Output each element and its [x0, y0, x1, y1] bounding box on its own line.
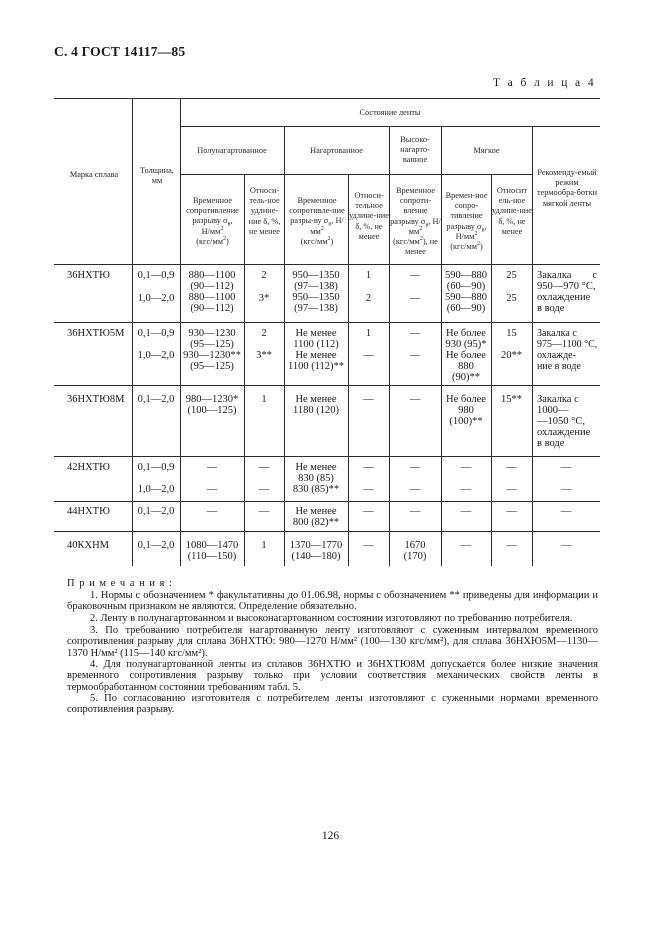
- hard-strength-cell: 1370—1770 (140—180): [289, 540, 343, 562]
- hard-elongation-cell: —: [363, 350, 374, 361]
- hard-elongation-cell: —: [363, 394, 374, 405]
- soft-elongation-cell: 25: [506, 293, 517, 304]
- extra-strength-cell: —: [409, 293, 421, 304]
- extra-strength-cell: —: [409, 394, 421, 405]
- grade-cell: 44НХТЮ: [67, 506, 110, 517]
- recommended-cell: —: [560, 506, 572, 517]
- extra-strength-cell: 1670 (170): [403, 540, 427, 562]
- col-hard-header: Нагартованное: [310, 146, 363, 155]
- hard-strength-cell: Не менее 830 (85) 830 (85)**: [292, 462, 340, 495]
- thickness-cell: 1,0—2,0: [137, 293, 175, 304]
- semi-elongation-cell: 2: [261, 270, 267, 281]
- recommended-cell: —: [560, 484, 572, 495]
- extra-strength-cell: —: [409, 270, 421, 281]
- semi-strength-cell: —: [206, 462, 218, 473]
- semi-elongation-cell: —: [258, 484, 270, 495]
- grade-cell: 42НХТЮ: [67, 462, 110, 473]
- recommended-cell: —: [560, 540, 572, 551]
- semi-strength-cell: 930—1230 (95—125) 930—1230** (95—125): [183, 328, 241, 372]
- col-state-header: Состояние ленты: [359, 108, 421, 117]
- soft-elongation-cell: 15**: [501, 394, 522, 405]
- grade-cell: 36НХТЮ5М: [67, 328, 125, 339]
- hard-elongation-cell: —: [363, 462, 374, 473]
- col-hard-elongation: Относи-тельное удлине-ние δ, %, не менее: [349, 191, 389, 241]
- thickness-cell: 0,1—2,0: [137, 506, 175, 517]
- soft-elongation-cell: 20**: [501, 350, 522, 361]
- soft-strength-cell: —: [460, 506, 472, 517]
- extra-strength-cell: —: [409, 350, 421, 361]
- hard-strength-cell: 950—1350 (97—138) 950—1350 (97—138): [292, 270, 340, 314]
- col-extra-strength: Временное сопроти-вление разрыву $\sigma_в$, $Н/мм^2$ $(кгс/мм^2)$, не менее: [390, 186, 441, 257]
- col-hard-strength: Временное сопротивле-ние разры-ву $\sigma_в$, $Н/мм^2$ $(кгс/мм^2)$: [289, 196, 345, 246]
- soft-elongation-cell: —: [506, 506, 517, 517]
- soft-elongation-cell: 25: [506, 270, 517, 281]
- semi-elongation-cell: 3*: [258, 293, 270, 304]
- grade-cell: 36НХТЮ8М: [67, 394, 125, 405]
- hard-elongation-cell: —: [363, 506, 374, 517]
- soft-elongation-cell: —: [506, 484, 517, 495]
- recommended-cell: Закалка с 950—970 °С, охлаждение в воде: [537, 270, 597, 314]
- semi-strength-cell: 880—1100 (90—112) 880—1100 (90—112): [188, 270, 236, 314]
- thickness-cell: 1,0—2,0: [137, 484, 175, 495]
- col-soft-strength: Времен-ное сопро-тивление разрыву $\sigma_в$, $Н/мм^2$ $(кгс/мм^2)$: [445, 191, 488, 252]
- soft-strength-cell: Не более 980 (100)**: [446, 394, 486, 427]
- hard-strength-cell: Не менее 800 (82)**: [292, 506, 340, 528]
- soft-elongation-cell: —: [506, 462, 517, 473]
- semi-elongation-cell: 2: [261, 328, 267, 339]
- semi-strength-cell: —: [206, 506, 218, 517]
- recommended-cell: —: [560, 462, 572, 473]
- semi-elongation-cell: 1: [261, 540, 267, 551]
- note-3: 3. По требованию потребителя нагартованную ленту изготовляют с суженным интервалом временного сопротивления разрыву для сплава 36НХТЮ: 980—1270 Н/мм² (100—130 кгс/мм²), для сплава 36НХЮ5М—1130—1370 Н/мм² (115—140 кгс/мм²).: [67, 625, 598, 659]
- thickness-cell: 0,1—0,9: [137, 328, 175, 339]
- hard-elongation-cell: 1: [365, 270, 372, 281]
- note-4: 4. Для полунагартованной ленты из сплавов 36НХТЮ и 36НХТЮ8М допускается более низкие значения временного сопротивления разрыву только при условии соответствия механических свойств ленты в термообработанном состоянии требованиям табл. 5.: [67, 659, 598, 693]
- page-header: С. 4 ГОСТ 14117—85: [54, 44, 186, 59]
- thickness-cell: 0,1—2,0: [137, 394, 175, 405]
- thickness-cell: 1,0—2,0: [137, 350, 175, 361]
- recommended-cell: Закалка с 975—1100 °С, охлажде- ние в воде: [537, 328, 598, 372]
- extra-strength-cell: —: [409, 506, 421, 517]
- soft-elongation-cell: 15: [506, 328, 517, 339]
- semi-elongation-cell: —: [258, 462, 270, 473]
- col-semi-header: Полунагартованное: [197, 146, 267, 155]
- extra-strength-cell: —: [409, 328, 421, 339]
- recommended-cell: Закалка с 1000— —1050 °С, охлаждение в воде: [537, 394, 591, 449]
- thickness-cell: 0,1—2,0: [137, 540, 175, 551]
- soft-strength-cell: —: [460, 540, 472, 551]
- hard-elongation-cell: 2: [365, 293, 372, 304]
- note-1: 1. Нормы с обозначением * факультативны до 01.06.98, нормы с обозначением ** приведены для информации и браковочным признаком не являются. Определение обязательно.: [67, 590, 598, 613]
- soft-elongation-cell: —: [506, 540, 517, 551]
- extra-strength-cell: —: [409, 462, 421, 473]
- hard-elongation-cell: —: [363, 540, 374, 551]
- semi-strength-cell: —: [206, 484, 218, 495]
- grade-cell: 40КХНМ: [67, 540, 110, 551]
- notes-title: П р и м е ч а н и я :: [67, 578, 173, 589]
- semi-elongation-cell: —: [258, 506, 270, 517]
- col-extra-header: Высоко-нагарто-ванное: [400, 135, 430, 165]
- hard-strength-cell: Не менее 1180 (120): [293, 394, 339, 416]
- hard-elongation-cell: —: [363, 484, 374, 495]
- semi-strength-cell: 1080—1470 (110—150): [185, 540, 239, 562]
- thickness-cell: 0,1—0,9: [137, 462, 175, 473]
- table-caption: Т а б л и ц а 4: [492, 77, 596, 89]
- note-2: 2. Ленту в полунагартованном и высоконагартованном состоянии изготовляют по требованию потребителя.: [90, 613, 573, 624]
- thickness-cell: 0,1—0,9: [137, 270, 175, 281]
- soft-strength-cell: 590—880 (60—90) 590—880 (60—90): [445, 270, 487, 314]
- hard-elongation-cell: 1: [365, 328, 372, 339]
- soft-strength-cell: —: [460, 484, 472, 495]
- col-semi-strength: Временное сопротивление разрыву $\sigma_в$, $Н/мм^2$ $(кгс/мм^2)$: [186, 196, 239, 246]
- semi-elongation-cell: 3**: [256, 350, 272, 361]
- col-grade-header: Марка сплава: [69, 170, 119, 179]
- semi-strength-cell: 980—1230* (100—125): [185, 394, 239, 416]
- extra-strength-cell: —: [409, 484, 421, 495]
- note-5: 5. По согласованию изготовителя с потребителем ленты изготовляют с суженными нормами временного сопротивления разрыву.: [67, 693, 598, 716]
- soft-strength-cell: Не более 930 (95)* Не более 880 (90)**: [445, 328, 487, 383]
- soft-strength-cell: —: [460, 462, 472, 473]
- col-thickness-header: Толщина, мм: [140, 166, 174, 186]
- hard-strength-cell: Не менее 1100 (112) Не менее 1100 (112)**: [287, 328, 345, 372]
- col-soft-header: Мягкое: [473, 146, 500, 155]
- page-number: 126: [321, 830, 340, 842]
- col-soft-elongation: Относит ель-ное удлине-ние δ, %, не менее: [492, 186, 532, 236]
- semi-elongation-cell: 1: [261, 394, 267, 405]
- col-recommended-header: Рекоменду-емый режим термообра-ботки мягкой ленты: [536, 168, 598, 208]
- grade-cell: 36НХТЮ: [67, 270, 110, 281]
- col-semi-elongation: Относи-тель-ное удлине-ние δ, %, не менее: [248, 186, 281, 236]
